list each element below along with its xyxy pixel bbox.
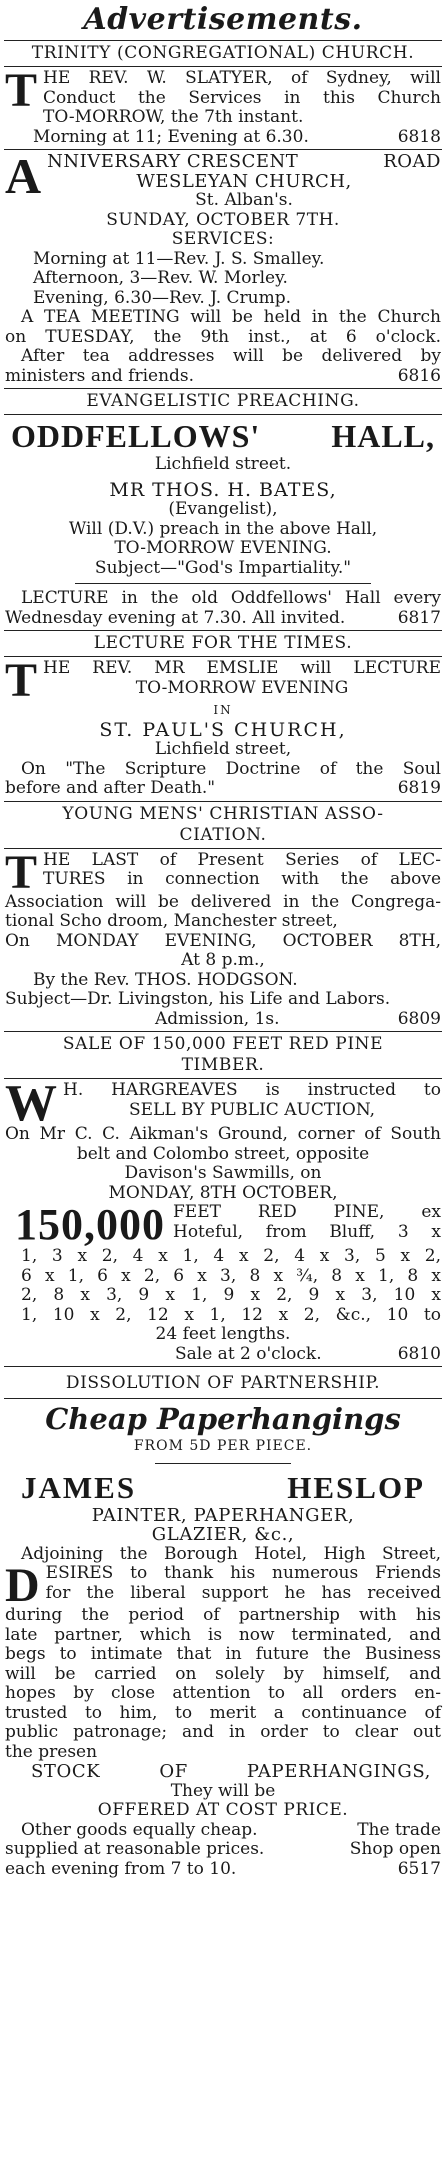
text-line [47, 152, 441, 172]
drop-cap: T [5, 845, 38, 899]
divider [4, 1366, 442, 1367]
text-line: Evening, 6.30—Rev. J. Crump. [33, 287, 291, 308]
text-line: MR THOS. H. BATES, [109, 478, 337, 501]
text-line: The trade [357, 1819, 441, 1840]
ad-oddfellows-body [0, 417, 446, 628]
text-line: At 8 p.m., [181, 950, 265, 970]
text-line: 1, 3 x 2, 4 x 1, 4 x 2, 4 x 3, 5 x 2, [21, 1246, 441, 1266]
text-line: SUNDAY, OCTOBER 7TH. [106, 209, 340, 230]
text-line: PAINTER, PAPERHANGER, [91, 1504, 355, 1526]
ad-heading-lecture: LECTURE FOR THE TIMES. [93, 633, 353, 653]
text-line: By the Rev. THOS. HODGSON. [33, 969, 298, 990]
text-line: the presen [5, 1741, 98, 1762]
text-line: ST. PAUL'S CHURCH, [99, 718, 347, 741]
text-line: Afternoon, 3—Rev. W. Morley. [33, 268, 288, 288]
text-line: hopes by close attention to all orders en- [5, 1683, 441, 1703]
text-line: begs to intimate that in future the Business [5, 1644, 441, 1664]
text-line: trusted to him, to merit a continuance of [5, 1702, 441, 1723]
divider [4, 149, 442, 150]
text-line: Morning at 11—Rev. J. S. Smalley. [33, 248, 325, 269]
text-line: They will be [170, 1780, 276, 1801]
text-line: Lichfield street, [154, 739, 292, 759]
text-line: TURES in connection with the above [43, 869, 441, 889]
text-line: on TUESDAY, the 9th inst., at 6 o'clock. [5, 326, 441, 347]
text-line: Subject—Dr. Livingston, his Life and Labors. [5, 989, 391, 1009]
ad-heading-ymca: YOUNG MENS' CHRISTIAN ASSO- [62, 803, 384, 824]
text-line: ministers and friends. [5, 365, 195, 386]
divider [4, 801, 442, 802]
divider [4, 1031, 442, 1032]
text-line: 1, 10 x 2, 12 x 1, 12 x 2, &c., 10 to [21, 1304, 441, 1325]
text-line: HE REV. W. SLATYER, of Sydney, will [43, 68, 441, 88]
text-line: On Mr C. C. Aikman's Ground, corner of South [5, 1124, 441, 1144]
ad-heading-ymca-cont: CIATION. [179, 824, 267, 845]
text-line: ODDFELLOWS' [11, 418, 261, 454]
text-line [5, 1010, 441, 1030]
text-line: HESLOP [287, 1469, 425, 1505]
ad-sale-body [0, 1075, 446, 1364]
text-line: LECTURE in the old Oddfellows' Hall every [21, 588, 441, 608]
ad-title [5, 417, 441, 455]
divider [4, 388, 442, 389]
text-line: HE LAST of Present Series of LEC- [43, 849, 441, 870]
text-line: Subject—"God's Impartiality." [94, 557, 352, 578]
divider [75, 583, 371, 584]
text-line: IN [213, 703, 233, 717]
text-line: TO-MORROW EVENING [135, 677, 349, 698]
text-line: TO-MORROW, the 7th instant. [43, 107, 304, 127]
text-line [5, 1762, 441, 1782]
text-line: supplied at reasonable prices. [5, 1839, 265, 1859]
text-line: TO-MORROW EVENING. [114, 538, 332, 558]
text-line [5, 1860, 441, 1880]
text-line: Sale at 2 o'clock. [175, 1343, 322, 1364]
service-times: Morning at 11; Evening at 6.30. [33, 126, 309, 147]
drop-cap: T [5, 654, 38, 707]
text-line: Davison's Sawmills, on [124, 1163, 322, 1183]
ad-heading-sale-cont: TIMBER. [181, 1055, 265, 1075]
text-line: FEET RED PINE, ex [173, 1202, 441, 1222]
text-line [5, 1345, 441, 1365]
text-line: late partner, which is now terminated, and [5, 1624, 441, 1645]
text-line: Will (D.V.) preach in the above Hall, [68, 518, 378, 539]
ad-number: 6819 [397, 778, 441, 798]
text-line: WESLEYAN CHURCH, [136, 170, 352, 192]
drop-cap: D [5, 1559, 40, 1612]
text-line: Admission, 1s. [155, 1008, 280, 1029]
text-line: St. Alban's. [195, 190, 293, 210]
text-line: Association will be delivered in the Congrega- [5, 891, 441, 912]
ad-number: 6816 [397, 365, 441, 386]
text-line: H. HARGREAVES is instructed to [63, 1080, 441, 1100]
text-line: HE REV. MR EMSLIE will LECTURE [43, 658, 441, 678]
text-line: ESIRES to thank his numerous Friends [45, 1563, 441, 1583]
ad-emslie-body [0, 654, 446, 799]
divider [4, 848, 442, 849]
text-line: Conduct the Services in this Church [43, 87, 441, 108]
text-line: SELL BY PUBLIC AUCTION, [128, 1099, 376, 1120]
text-line: 6 x 1, 6 x 2, 6 x 3, 8 x ¾, 8 x 1, 8 x [21, 1265, 441, 1286]
ad-number: 6818 [397, 126, 441, 147]
text-line: 24 feet lengths. [155, 1324, 291, 1344]
text-line [5, 1840, 441, 1860]
text-line [5, 367, 441, 387]
divider [4, 656, 442, 657]
text-line: Hoteful, from Bluff, 3 x [173, 1221, 441, 1242]
text-line [5, 1821, 441, 1841]
text-line: PAPERHANGINGS, [246, 1761, 431, 1782]
text-line: tional Scho droom, Manchester street, [5, 911, 338, 931]
divider [4, 414, 442, 415]
text-line: HALL, [331, 418, 435, 454]
text-line: each evening from 7 to 10. [5, 1858, 237, 1879]
text-line: (Evangelist), [168, 499, 278, 519]
text-line: SERVICES: [171, 229, 275, 249]
proprietor-name [5, 1470, 441, 1506]
text-line: A TEA MEETING will be held in the Church [21, 307, 441, 327]
drop-cap: T [5, 64, 38, 117]
divider [4, 1398, 442, 1399]
ad-number: 6817 [397, 607, 441, 628]
divider [4, 1078, 442, 1079]
text-line: before and after Death." [5, 778, 216, 798]
text-line: public patronage; and in order to clear out [5, 1722, 441, 1742]
ad-heading-dissolution: DISSOLUTION OF PARTNERSHIP. [65, 1373, 381, 1393]
text-line: On "The Scripture Doctrine of the Soul [21, 758, 441, 779]
text-line: NNIVERSARY CRESCENT [47, 151, 299, 172]
masthead-title: Advertisements. [83, 2, 363, 37]
text-line: JAMES [21, 1469, 137, 1505]
text-line: Lichfield street. [154, 454, 292, 474]
text-line [5, 128, 441, 148]
text-line: After tea addresses will be delivered by [21, 346, 441, 366]
text-line: belt and Colombo street, opposite [76, 1143, 370, 1164]
divider [4, 630, 442, 631]
ad-heading-evangelistic: EVANGELISTIC PREACHING. [86, 391, 360, 411]
divider [4, 66, 442, 67]
ad-number: 6810 [397, 1343, 441, 1364]
text-line: STOCK [31, 1761, 101, 1782]
ad-trinity-body [0, 64, 446, 147]
divider [155, 1463, 291, 1464]
text-line: for the liberal support he has received [45, 1582, 441, 1603]
text-line: during the period of partnership with his [5, 1605, 441, 1625]
ad-title: Cheap Paperhangings [45, 1402, 401, 1436]
text-line: Shop open [349, 1839, 441, 1859]
ad-wesleyan-body [0, 148, 446, 386]
quantity-figure: 150,000 [15, 1200, 165, 1249]
text-line: MONDAY, 8TH OCTOBER, [108, 1182, 338, 1203]
drop-cap: A [5, 148, 42, 204]
ad-ymca-body [0, 845, 446, 1030]
text-line: OFFERED AT COST PRICE. [97, 1800, 349, 1820]
text-line [5, 609, 441, 629]
divider [4, 40, 442, 41]
text-line: OF [159, 1761, 188, 1782]
text-line: GLAZIER, &c., [151, 1524, 295, 1545]
ad-heading-trinity: TRINITY (CONGREGATIONAL) CHURCH. [31, 43, 415, 63]
text-line: will be carried on solely by himself, and [5, 1663, 441, 1684]
text-line: ROAD [383, 151, 441, 172]
ad-number: 6517 [397, 1858, 441, 1879]
drop-cap: W [5, 1075, 57, 1132]
ad-number: 6809 [397, 1008, 441, 1029]
text-line: Adjoining the Borough Hotel, High Street, [21, 1543, 441, 1564]
text-line: FROM 5D PER PIECE. [133, 1438, 313, 1454]
text-line: Other goods equally cheap. [21, 1819, 258, 1840]
ad-heslop-body [0, 1401, 446, 1879]
text-line [5, 779, 441, 799]
text-line: 2, 8 x 3, 9 x 1, 9 x 2, 9 x 3, 10 x [21, 1285, 441, 1305]
text-line: On MONDAY EVENING, OCTOBER 8TH, [5, 930, 441, 951]
ad-heading-sale: SALE OF 150,000 FEET RED PINE [62, 1034, 384, 1054]
text-line: Wednesday evening at 7.30. All invited. [5, 607, 346, 628]
